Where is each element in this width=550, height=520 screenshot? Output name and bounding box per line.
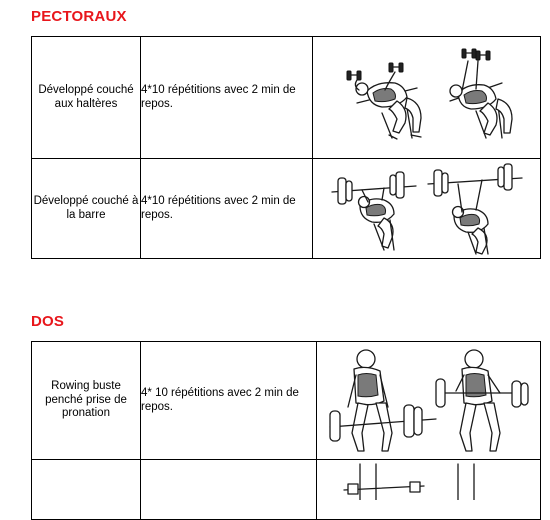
bent-over-row-illustration [317, 342, 541, 460]
dos-table [31, 341, 541, 520]
dumbbell-bench-press-illustration [313, 37, 541, 159]
exercise-name: Rowing buste penché prise de pronation [32, 342, 141, 460]
section-title-pectoraux: PECTORAUX [31, 8, 127, 25]
bent-over-row-icon [324, 345, 534, 457]
section-title-dos: DOS [31, 313, 65, 330]
table-row [32, 159, 541, 259]
table-row [32, 460, 541, 520]
pectoraux-table [31, 36, 541, 259]
reps-description: 4*10 répétitions avec 2 min de repos. [141, 37, 313, 159]
barbell-bench-press-icon [324, 162, 529, 256]
dumbbell-bench-press-icon [327, 43, 527, 153]
reps-description: 4*10 répétitions avec 2 min de repos. [141, 159, 313, 259]
table-row [32, 342, 541, 460]
exercise-name: Développé couché aux haltères [32, 37, 141, 159]
exercise-name: Développé couché à la barre [32, 159, 141, 259]
reps-description: 4* 10 répétitions avec 2 min de repos. [141, 342, 317, 460]
table-row [32, 37, 541, 159]
pull-down-icon [324, 460, 534, 500]
exercise-name [32, 460, 141, 520]
barbell-bench-press-illustration [313, 159, 541, 259]
reps-description [141, 460, 317, 520]
pull-down-illustration [317, 460, 541, 520]
